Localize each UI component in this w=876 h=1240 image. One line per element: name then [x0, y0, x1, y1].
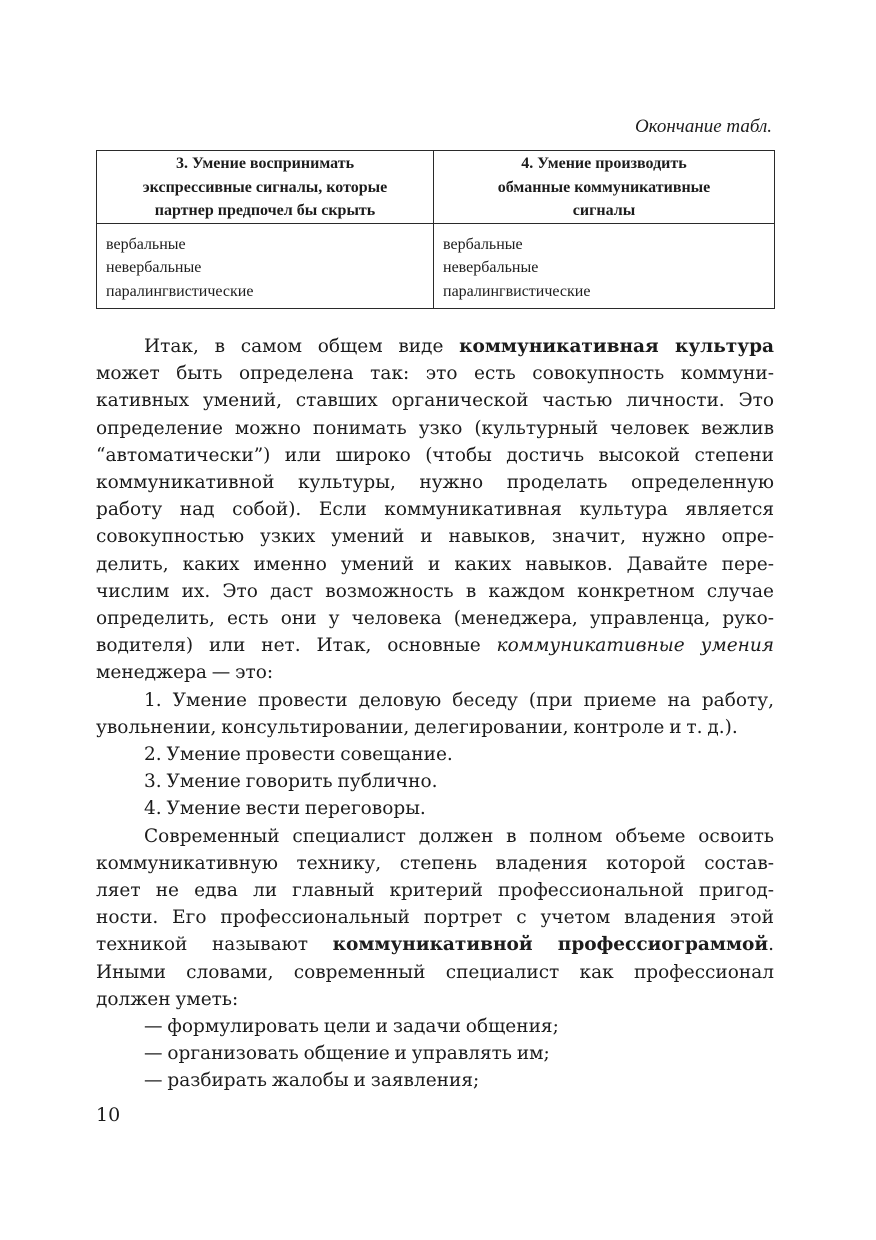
table-header-3 — [97, 151, 434, 224]
dash-list — [96, 1013, 774, 1095]
body-text — [96, 333, 774, 1095]
text-line: делить, каких именно умений и каких навыков. Давайте пере- — [96, 553, 774, 575]
text-run: Итак, в самом общем виде — [144, 336, 460, 357]
table-cell-3 — [97, 223, 434, 309]
header-line: обманные коммуникативные — [497, 178, 711, 196]
table-cell-4 — [434, 223, 775, 309]
header-line: партнер предпочел бы скрыть — [154, 202, 376, 219]
term-communicative-skills: коммуникативные умения — [496, 635, 774, 657]
dash-item: — организовать общение и управлять им; — [144, 1043, 550, 1065]
table-header-row — [97, 151, 775, 224]
term-communicative-culture: коммуникативная культура — [459, 336, 774, 357]
skills-table — [96, 150, 775, 309]
cell-line: невербальные — [106, 259, 202, 276]
list-item-continuation: увольнении, консультировании, делегировании, контроле и т. д.). — [96, 716, 738, 738]
text-line — [96, 931, 774, 958]
skills-list — [96, 687, 774, 823]
text-run: . — [768, 934, 774, 956]
text-line: “автоматически”) или широко (чтобы достичь высокой степени — [96, 444, 774, 466]
text-line: должен уметь: — [96, 988, 239, 1010]
cell-line: вербальные — [106, 235, 186, 253]
table-caption: Окончание табл. — [634, 116, 772, 137]
text-run: водителя) или нет. Итак, основные — [96, 635, 497, 657]
list-item: 2. Умение провести совещание. — [144, 744, 453, 766]
header-line: сигналы — [572, 202, 636, 219]
page-number: 10 — [96, 1104, 121, 1126]
header-line: 3. Умение воспринимать — [175, 155, 355, 172]
term-professiogram: коммуникативной профессиограммой — [332, 934, 769, 956]
list-item: 4. Умение вести переговоры. — [144, 798, 426, 820]
text-line: ляет не едва ли главный критерий профессиональной пригод- — [96, 880, 774, 902]
cell-line: невербальные — [443, 259, 539, 276]
text-line: коммуникативной культуры, нужно проделать определенную — [96, 472, 774, 494]
text-line: менеджера — это: — [96, 662, 274, 684]
table-row — [97, 223, 775, 309]
header-line: 4. Умение производить — [521, 155, 687, 172]
text-run: техникой называют — [96, 934, 333, 956]
dash-item: — формулировать цели и задачи общения; — [144, 1016, 559, 1038]
text-line: коммуникативную технику, степень владения которой состав- — [96, 852, 774, 874]
text-line: работу над собой). Если коммуникативная культура является — [96, 499, 774, 521]
list-item: 3. Умение говорить публично. — [144, 771, 438, 793]
paragraph-modern-specialist — [96, 823, 774, 1013]
text-line: Современный специалист должен в полном объеме освоить — [144, 825, 774, 847]
paragraph-communicative-culture — [96, 333, 774, 687]
cell-line: паралингвистические — [106, 282, 254, 300]
text-line: определение можно понимать узко (культурный человек вежлив — [96, 417, 774, 439]
text-line: ности. Его профессиональный портрет с учетом владения этой — [96, 907, 774, 929]
text-line: кативных умений, ставших органической частью личности. Это — [96, 390, 774, 412]
table-header-4 — [434, 151, 775, 224]
text-line: может быть определена так: это есть совокупность коммуни- — [96, 363, 774, 385]
cell-line: вербальные — [443, 235, 523, 253]
cell-line: паралингвистические — [443, 282, 591, 300]
header-line: экспрессивные сигналы, которые — [142, 178, 388, 196]
text-line: определить, есть они у человека (менеджера, управленца, руко- — [96, 608, 774, 630]
dash-item: — разбирать жалобы и заявления; — [144, 1070, 480, 1092]
text-line — [96, 333, 774, 360]
list-item: 1. Умение провести деловую беседу (при приеме на работу, — [144, 689, 774, 711]
text-line — [96, 632, 774, 659]
text-line: Иными словами, современный специалист как профессионал — [96, 961, 774, 983]
text-line: совокупностью узких умений и навыков, значит, нужно опре- — [96, 526, 774, 548]
text-line: числим их. Это даст возможность в каждом конкретном случае — [96, 580, 774, 602]
